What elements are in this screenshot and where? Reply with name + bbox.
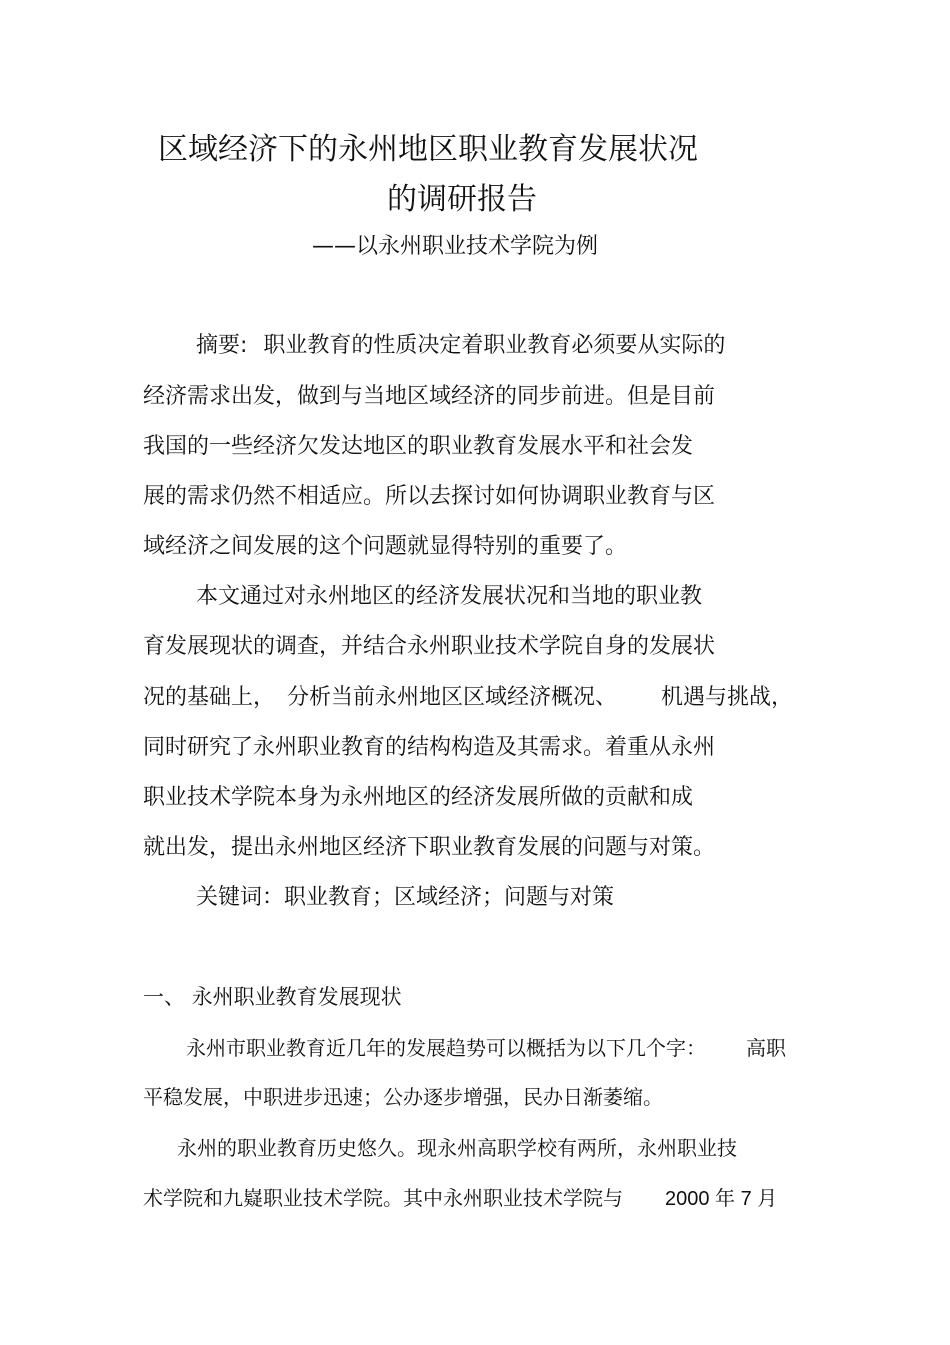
paragraph2-line3-part-b: 分析当前永州地区区域经济概况、: [287, 685, 618, 710]
section1-p2-line1: 永州的职业教育历史悠久。现永州高职学校有两所，永州职业技: [177, 1136, 737, 1160]
paragraph2-line6: 就出发，提出永州地区经济下职业教育发展的问题与对策。: [143, 835, 716, 860]
abstract-line3: 我国的一些经济欠发达地区的职业教育发展水平和社会发: [143, 434, 694, 459]
section1-p1-line1-part-a: 永州市职业教育近几年的发展趋势可以概括为以下几个字：: [186, 1036, 706, 1060]
paragraph2-line3-part-c: 机遇与挑战，: [661, 685, 794, 710]
abstract-line4: 展的需求仍然不相适应。所以去探讨如何协调职业教育与区: [143, 484, 716, 509]
document-title-line2: 的调研报告: [387, 182, 537, 217]
section1-p1-line1: [186, 1032, 786, 1061]
section1-p1-line2: 平稳发展，中职进步迅速；公办逐步增强，民办日渐萎缩。: [143, 1085, 663, 1109]
abstract-line1: [196, 328, 725, 359]
paragraph2-line4: 同时研究了永州职业教育的结构构造及其需求。着重从永州: [143, 735, 716, 760]
paragraph2-line2: 育发展现状的调查，并结合永州职业技术学院自身的发展状: [143, 634, 716, 659]
abstract-line2: 经济需求出发，做到与当地区域经济的同步前进。但是目前: [143, 384, 716, 409]
paragraph2-line1: 本文通过对永州地区的经济发展状况和当地的职业教: [196, 584, 703, 609]
abstract-line5: 域经济之间发展的这个问题就显得特别的重要了。: [143, 534, 628, 559]
document-title-line1: 区域经济下的永州地区职业教育发展状况: [158, 132, 698, 167]
section1-p2-line2-part-b: 2000 年 7 月: [665, 1188, 778, 1210]
paragraph2-line5: 职业技术学院本身为永州地区的经济发展所做的贡献和成: [143, 785, 694, 810]
paragraph2-line3-part-a: 况的基础上，: [143, 685, 276, 710]
keywords: 关键词：职业教育；区域经济；问题与对策: [196, 885, 615, 910]
section1-heading: 一、 永州职业教育发展现状: [143, 985, 402, 1009]
document-subtitle: ——以永州职业技术学院为例: [312, 234, 599, 259]
abstract-label: 摘要:: [196, 333, 248, 358]
section1-p1-line1-part-b: 高职: [746, 1036, 786, 1060]
section1-p2-line2-part-a: 术学院和九嶷职业技术学院。其中永州职业技术学院与: [143, 1186, 623, 1210]
paragraph2-line3: [143, 680, 793, 711]
abstract-text: 职业教育的性质决定着职业教育必须要从实际的: [263, 333, 726, 358]
section1-p2-line2: [143, 1182, 777, 1211]
